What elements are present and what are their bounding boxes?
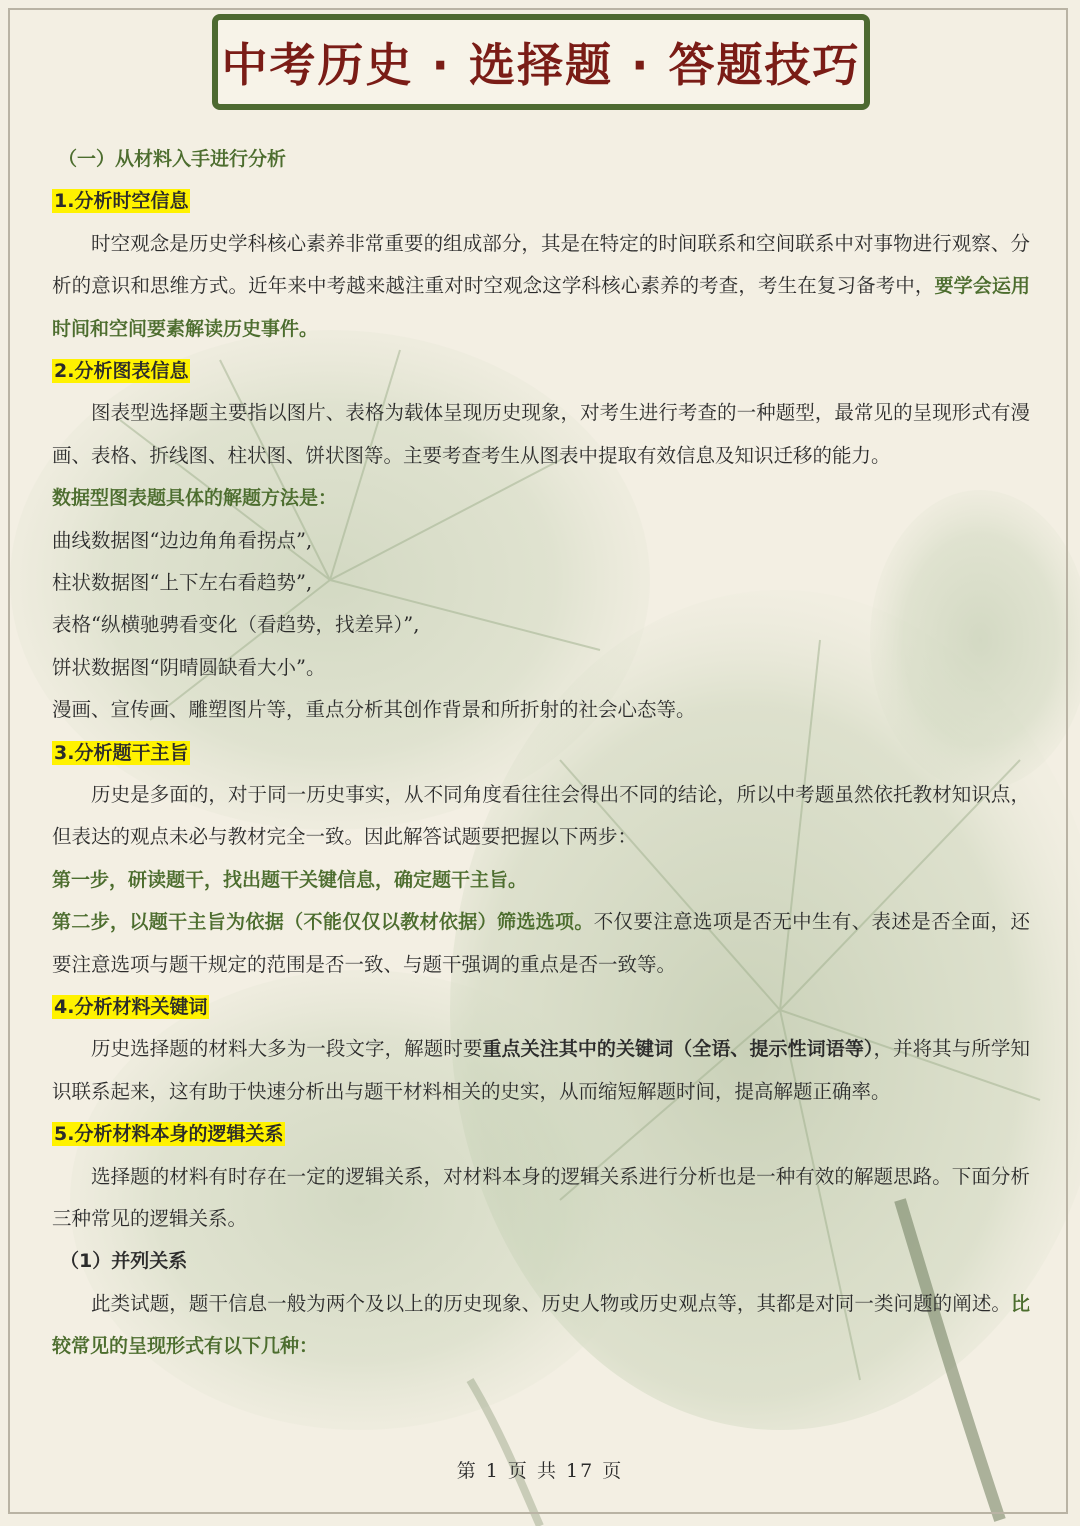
section-4-paragraph: 历史选择题的材料大多为一段文字，解题时要重点关注其中的关键词（全语、提示性词语等），并将其与所学知识联系起来，这有助于快速分析出与题干材料相关的史实，从而缩短解题时间，提高解题正确率。 <box>52 1037 1030 1103</box>
section-1-paragraph: 时空观念是历史学科核心素养非常重要的组成部分，其是在特定的时间联系和空间联系中对事物进行观察、分析的意识和思维方式。近年来中考越来越注重对时空观念这学科核心素养的考查，考生在复习备考中，要学会运用时间和空间要素解读历史事件。 <box>52 231 1030 340</box>
method-item: 饼状数据图“阴晴圆缺看大小”。 <box>52 655 326 679</box>
step-two: 第二步，以题干主旨为依据（不能仅仅以教材依据）筛选选项。不仅要注意选项是否无中生有、表述是否全面，还要注意选项与题干规定的范围是否一致、与题干强调的重点是否一致等。 <box>52 910 1030 976</box>
page-number: 第 1 页 共 17 页 <box>456 1460 624 1482</box>
section-3-heading: 3.分析题干主旨 <box>54 741 189 764</box>
step-one: 第一步，研读题干，找出题干关键信息，确定题干主旨。 <box>52 868 528 891</box>
method-title: 数据型图表题具体的解题方法是： <box>52 487 338 510</box>
section-2-paragraph: 图表型选择题主要指以图片、表格为载体呈现历史现象，对考生进行考查的一种题型，最常见的呈现形式有漫画、表格、折线图、柱状图、饼状图等。主要考查考生从图表中提取有效信息及知识迁移的能力。 <box>52 401 1030 467</box>
page-title: 中考历史 · 选择题 · 答题技巧 <box>221 38 861 92</box>
section-1-heading: 1.分析时空信息 <box>54 190 189 213</box>
method-item: 柱状数据图“上下左右看趋势”, <box>52 570 313 594</box>
method-item: 漫画、宣传画、雕塑图片等，重点分析其创作背景和所折射的社会心态等。 <box>52 698 696 722</box>
section-3-paragraph: 历史是多面的，对于同一历史事实，从不同角度看往往会得出不同的结论，所以中考题虽然依托教材知识点，但表达的观点未必与教材完全一致。因此解答试题要把握以下两步： <box>52 782 1030 849</box>
section-2-heading: 2.分析图表信息 <box>54 360 189 382</box>
section-5-heading: 5.分析材料本身的逻辑关系 <box>54 1123 284 1146</box>
section-5-paragraph: 选择题的材料有时存在一定的逻辑关系，对材料本身的逻辑关系进行分析也是一种有效的解题思路。下面分析三种常见的逻辑关系。 <box>52 1164 1030 1230</box>
title-banner <box>212 14 870 110</box>
subsection-paragraph: 此类试题，题干信息一般为两个及以上的历史现象、历史人物或历史观点等，其都是对同一类问题的阐述。比较常见的呈现形式有以下几种： <box>52 1291 1030 1358</box>
method-item: 表格“纵横驰骋看变化（看趋势，找差异）”, <box>52 613 420 637</box>
document-body <box>52 138 1030 1368</box>
subsection-heading: （1）并列关系 <box>60 1250 188 1273</box>
part-heading: （一）从材料入手进行分析 <box>58 148 287 170</box>
method-item: 曲线数据图“边边角角看拐点”, <box>52 528 313 552</box>
section-4-heading: 4.分析材料关键词 <box>54 995 208 1018</box>
